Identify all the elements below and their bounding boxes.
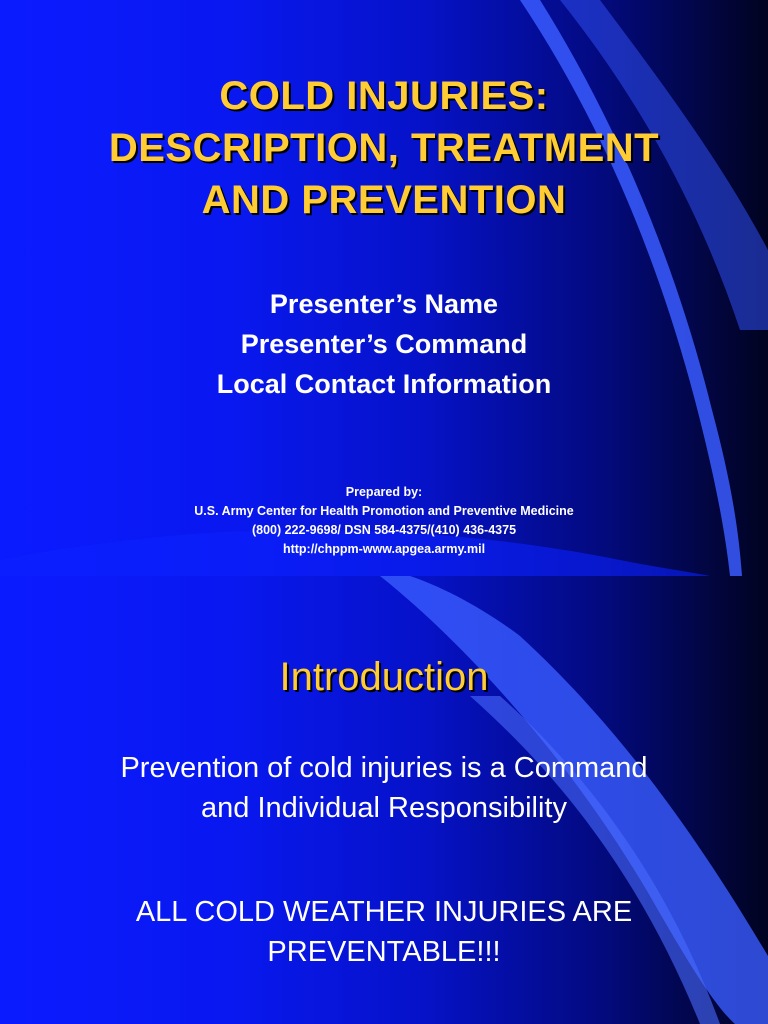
prepared-by-label: Prepared by: — [345, 485, 423, 499]
slide-title — [0, 70, 768, 226]
body-line-2: and Individual Responsibility — [201, 792, 567, 824]
organization-name: U.S. Army Center for Health Promotion and Preventive Medicine — [194, 504, 574, 518]
intro-title: Introduction — [279, 655, 489, 699]
intro-emphasis — [0, 892, 768, 972]
title-line-3: AND PREVENTION — [201, 178, 567, 222]
title-line-1: COLD INJURIES: — [219, 74, 549, 118]
prepared-by-block — [0, 483, 768, 559]
title-line-2: DESCRIPTION, TREATMENT — [108, 126, 660, 170]
phone-numbers: (800) 222-9698/ DSN 584-4375/(410) 436-4375 — [251, 523, 517, 537]
introduction-slide — [0, 576, 768, 1024]
website-url: http://chppm-www.apgea.army.mil — [282, 542, 486, 556]
presenter-command: Presenter’s Command — [240, 329, 528, 359]
presenter-info — [0, 284, 768, 404]
intro-body — [0, 748, 768, 828]
body-line-1: Prevention of cold injuries is a Command — [120, 752, 648, 784]
emphasis-line-2: PREVENTABLE!!! — [267, 936, 501, 968]
presenter-name: Presenter’s Name — [269, 289, 499, 319]
emphasis-line-1: ALL COLD WEATHER INJURIES ARE — [135, 896, 633, 928]
local-contact: Local Contact Information — [216, 369, 552, 399]
